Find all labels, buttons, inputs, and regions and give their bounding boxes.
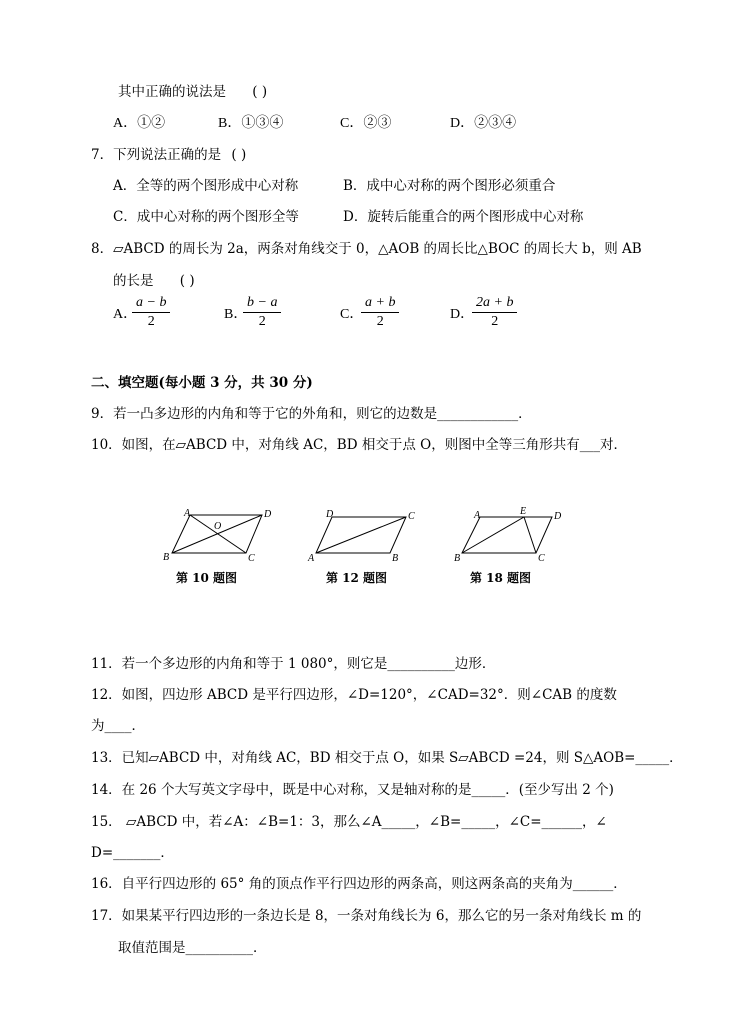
q6-option-d: D．②③④: [450, 116, 517, 131]
q8-option-d-fraction: [472, 295, 517, 330]
section-2-title: 二、填空题(每小题 3 分，共 30 分): [91, 375, 313, 391]
figure-18: [450, 505, 580, 595]
q6-option-a: A．①②: [113, 116, 166, 131]
q10: 10．如图，在▱ABCD 中，对角线 AC，BD 相交于点 O，则图中全等三角形共有___对．: [91, 437, 627, 453]
q8-option-a-numerator: a − b: [132, 295, 170, 313]
q8-option-c-numerator: a + b: [361, 295, 399, 313]
q15-line2: D=_______．: [91, 845, 174, 861]
fig12-label-c: C: [408, 511, 415, 522]
q6-option-c: C．②③: [340, 116, 392, 131]
q8-option-a-denominator: 2: [147, 314, 155, 329]
q7-stem: [91, 146, 246, 164]
q15-line1: 15． ▱ABCD 中，若∠A：∠B=1：3，那么∠A_____，∠B=_____，∠C=______，∠: [91, 814, 607, 830]
figure-18-diagram: [450, 505, 580, 563]
q7-option-b: B．成中心对称的两个图形必须重合: [343, 178, 556, 194]
q7-option-d: D．旋转后能重合的两个图形成中心对称: [343, 209, 584, 225]
fig18-label-b: B: [454, 553, 461, 563]
q12-line2: 为____．: [91, 718, 145, 734]
fig12-label-d: D: [326, 509, 334, 520]
figure-12-diagram: [306, 505, 436, 563]
fig18-label-c: C: [538, 553, 545, 563]
q8-option-b-numerator: b − a: [243, 295, 281, 313]
q6-option-b: B．①③④: [218, 116, 284, 131]
q14: 14．在 26 个大写英文字母中，既是中心对称，又是轴对称的是_____．(至少写出 2 个): [91, 782, 614, 798]
q8-option-d-numerator: 2a + b: [472, 295, 517, 313]
fig18-label-e: E: [520, 506, 527, 517]
figure-18-caption: 第 18 题图: [470, 571, 532, 585]
q11: 11．若一个多边形的内角和等于 1 080°，则它是__________边形．: [91, 656, 496, 672]
fig12-label-a: A: [308, 553, 315, 563]
q7-answer-paren: ( ): [231, 147, 247, 163]
q8-option-b-denominator: 2: [258, 314, 266, 329]
q8-stem-line2: [113, 272, 195, 290]
q7-stem-text: 7．下列说法正确的是: [91, 147, 222, 163]
fig10-label-a: A: [184, 508, 191, 519]
q6-stem: [118, 83, 267, 101]
figure-12: [306, 505, 436, 595]
q8-option-b-label: B．: [224, 307, 248, 322]
q8-stem-line2-text: 的长是: [113, 273, 154, 289]
q8-option-c-label: C．: [340, 307, 364, 322]
q8-option-a-fraction: [132, 295, 170, 330]
fig18-label-a: A: [474, 510, 481, 521]
fig12-label-b: B: [392, 553, 399, 563]
q8-option-d-denominator: 2: [491, 314, 499, 329]
q6-answer-paren: ( ): [252, 84, 268, 100]
fig10-label-d: D: [264, 509, 272, 520]
fig10-label-c: C: [248, 553, 255, 563]
q7-option-a: A．全等的两个图形成中心对称: [113, 178, 299, 194]
fig18-label-d: D: [554, 511, 562, 522]
q8-stem-line1: 8．▱ABCD 的周长为 2a，两条对角线交于 0，△AOB 的周长比△BOC 的周长大 b，则 AB: [91, 241, 642, 257]
q13: 13．已知▱ABCD 中，对角线 AC，BD 相交于点 O，如果 S▱ABCD =24，则 S△AOB=_____．: [91, 750, 683, 766]
q17-line2: 取值范围是__________．: [118, 940, 267, 956]
q8-option-c-denominator: 2: [376, 314, 384, 329]
q9: 9．若一凸多边形的内角和等于它的外角和，则它的边数是____________．: [91, 406, 532, 422]
figure-12-caption: 第 12 题图: [326, 571, 388, 585]
figure-10-diagram: [158, 505, 288, 563]
figure-10-caption: 第 10 题图: [176, 571, 238, 585]
q16: 16．自平行四边形的 65° 角的顶点作平行四边形的两条高，则这两条高的夹角为______．: [91, 876, 627, 892]
q8-option-d-label: D．: [450, 307, 475, 322]
fig10-label-b: B: [163, 552, 170, 563]
figure-10: [158, 505, 288, 595]
fig10-label-o: O: [214, 521, 222, 532]
q8-option-c-fraction: [361, 295, 399, 330]
q7-option-c: C．成中心对称的两个图形全等: [113, 209, 299, 225]
q17-line1: 17．如果某平行四边形的一条边长是 8，一条对角线长为 6，那么它的另一条对角线长 m 的: [91, 908, 642, 924]
q8-option-a-label: A．: [113, 307, 138, 322]
q12-line1: 12．如图，四边形 ABCD 是平行四边形，∠D=120°，∠CAD=32°．则∠CAB 的度数: [91, 687, 617, 703]
q6-stem-text: 其中正确的说法是: [118, 84, 226, 100]
q8-answer-paren: ( ): [179, 273, 195, 289]
q8-option-b-fraction: [243, 295, 281, 330]
